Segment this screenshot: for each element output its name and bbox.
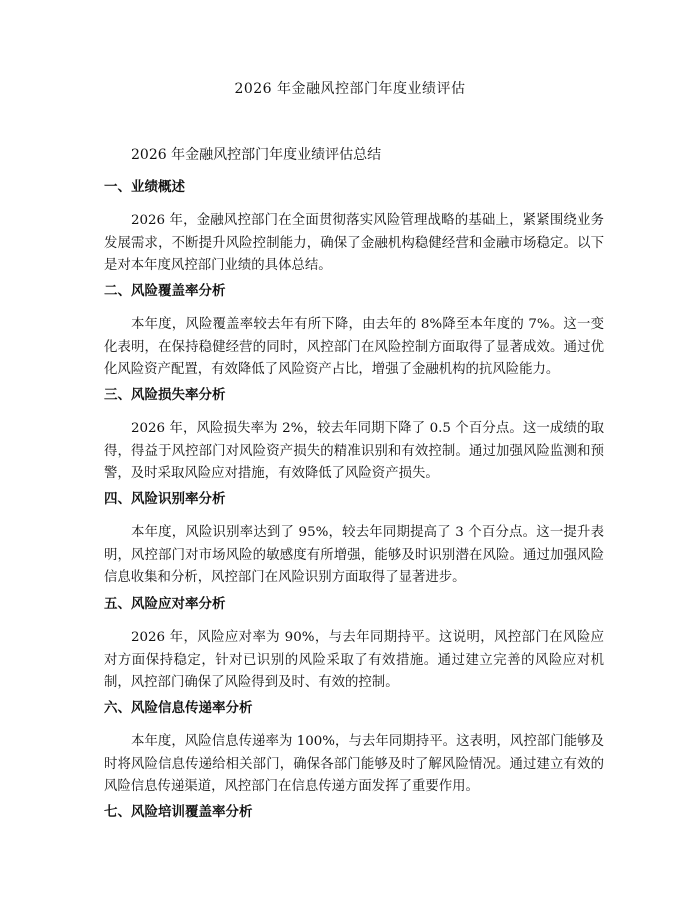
section-body: 2026 年，金融风控部门在全面贯彻落实风险管理战略的基础上，紧紧围绕业务发展需求，不断提升风险控制能力，确保了金融机构稳健经营和金融市场稳定。以下是对本年度风控部门业绩的具体总结。 [104, 213, 604, 273]
section-heading: 六、风险信息传递率分析 [104, 700, 253, 716]
section-risk-loss [104, 386, 604, 486]
section-heading: 四、风险识别率分析 [104, 491, 226, 507]
section-body: 2026 年，风险损失率为 2%，较去年同期下降了 0.5 个百分点。这一成绩的取得，得益于风控部门对风险资产损失的精准识别和有效控制。通过加强风险监测和预警，及时采取风险应对措施，有效降低了风险资产损失。 [104, 421, 604, 481]
section-body: 本年度，风险覆盖率较去年有所下降，由去年的 8%降至本年度的 7%。这一变化表明，在保持稳健经营的同时，风控部门在风险控制方面取得了显著成效。通过优化风险资产配置，有效降低了风险资产占比，增强了金融机构的抗风险能力。 [104, 317, 604, 377]
section-performance-overview [104, 178, 604, 278]
section-risk-training-coverage [104, 803, 604, 835]
section-risk-response [104, 595, 604, 695]
document-title: 2026 年金融风控部门年度业绩评估 [234, 81, 466, 97]
section-body: 本年度，风险识别率达到了 95%，较去年同期提高了 3 个百分点。这一提升表明，风控部门对市场风险的敏感度有所增强，能够及时识别潜在风险。通过加强风险信息收集和分析，风控部门在风险识别方面取得了显著进步。 [104, 525, 604, 585]
section-risk-information-transfer [104, 699, 604, 799]
section-heading: 七、风险培训覆盖率分析 [104, 804, 253, 820]
section-risk-coverage [104, 282, 604, 382]
section-heading: 二、风险覆盖率分析 [104, 283, 226, 299]
section-body: 本年度，风险信息传递率为 100%，与去年同期持平。这表明，风控部门能够及时将风险信息传递给相关部门，确保各部门能够及时了解风险情况。通过建立有效的风险信息传递渠道，风控部门在信息传递方面发挥了重要作用。 [104, 734, 604, 794]
section-heading: 一、业绩概述 [104, 179, 185, 195]
section-body: 2026 年，风险应对率为 90%，与去年同期持平。这说明，风控部门在风险应对方面保持稳定，针对已识别的风险采取了有效措施。通过建立完善的风险应对机制，风控部门确保了风险得到及时、有效的控制。 [104, 630, 604, 690]
document-subtitle: 2026 年金融风控部门年度业绩评估总结 [131, 147, 382, 163]
section-risk-identification [104, 490, 604, 590]
section-heading: 五、风险应对率分析 [104, 596, 226, 612]
section-heading: 三、风险损失率分析 [104, 387, 226, 403]
